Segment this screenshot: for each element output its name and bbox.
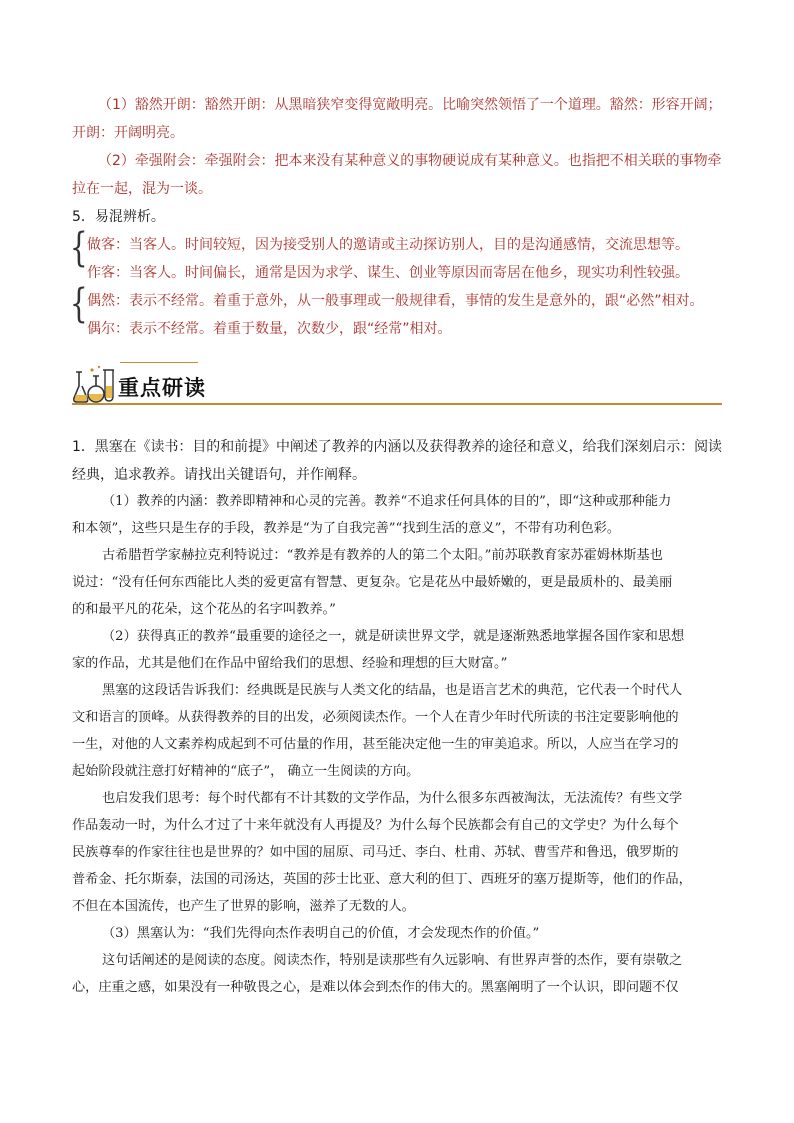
answer-line: 不但在本国流传，也产生了世界的影响，滋养了无数的人。: [72, 899, 415, 914]
definition-2-line-1: （2）牵强附会：牵强附会：把本来没有某种意义的事物硬说成有某种意义。也指把不相关联的事物牵: [98, 153, 722, 169]
confusable-item: 作客：当客人。时间偏长，通常是因为求学、谋生、创业等原因而寄居在他乡，现实功利性较强。: [87, 265, 689, 281]
definition-2-line-2: 拉在一起，混为一谈。: [72, 181, 212, 197]
answer-line: （3）黑塞认为：“我们先得向杰作表明自己的价值，才会发现杰作的价值。”: [102, 926, 540, 941]
question-line-2: 经典，追求教养。请找出关键语句，并作阐释。: [72, 467, 366, 483]
chemistry-flask-icon: [72, 364, 114, 404]
answer-line: 也启发我们思考：每个时代都有不计其数的文学作品，为什么很多东西被淘汰，无法流传？有些文学: [102, 791, 683, 806]
answer-line: 心，庄重之感，如果没有一种敬畏之心，是难以体会到杰作的伟大的。黑塞阐明了一个认识，即问题不仅: [72, 980, 679, 995]
section-top-line: [120, 362, 198, 363]
confusable-item: 偶然：表示不经常。着重于意外，从一般事理或一般规律看，事情的发生是意外的，跟“必然”相对。: [87, 293, 704, 309]
answer-line: 普希金、托尔斯泰，法国的司汤达，英国的莎士比亚、意大利的但丁、西班牙的塞万提斯等，他们的作品，: [72, 872, 692, 887]
confusable-item: 做客：当客人。时间较短，因为接受别人的邀请或主动探访别人，目的是沟通感情，交流思想等。: [87, 237, 689, 253]
answer-line: 黑塞的这段话告诉我们：经典既是民族与人类文化的结晶，也是语言艺术的典范，它代表一个时代人: [102, 683, 683, 698]
confusable-item: 偶尔：表示不经常。着重于数量，次数少，跟“经常”相对。: [87, 321, 452, 337]
definition-1-line-1: （1）豁然开朗：豁然开朗：从黑暗狭窄变得宽敞明亮。比喻突然领悟了一个道理。豁然：形容开阔；: [98, 97, 722, 113]
section-underline: [72, 403, 722, 405]
answer-line: 古希腊哲学家赫拉克利特说过：“教养是有教养的人的第二个太阳。”前苏联教育家苏霍姆林斯基也: [102, 548, 663, 563]
brace-group-1: {: [69, 225, 88, 271]
question-line-1: 1．黑塞在《读书：目的和前提》中阐述了教养的内涵以及获得教养的途径和意义，给我们深刻启示：阅读: [72, 439, 722, 455]
answer-line: 家的作品，尤其是他们在作品中留给我们的思想、经验和理想的巨大财富。”: [72, 656, 508, 671]
brace-group-2: {: [69, 281, 88, 327]
answer-line: 作品轰动一时，为什么才过了十来年就没有人再提及？为什么每个民族都会有自己的文学史？为什么每个: [72, 818, 679, 833]
answer-line: 文和语言的顶峰。从获得教养的目的出发，必须阅读杰作。一个人在青少年时代所读的书注定要影响他的: [72, 710, 679, 725]
section-title: 重点研读: [118, 376, 206, 400]
answer-line: 说过：“没有任何东西能比人类的爱更富有智慧、更复杂。它是花丛中最娇嫩的，更是最质朴的、最美丽: [72, 575, 673, 590]
answer-line: 民族尊奉的作家往往也是世界的？如中国的屈原、司马迁、李白、杜甫、苏轼、曹雪芹和鲁迅，俄罗斯的: [72, 845, 679, 860]
answer-line: （1）教养的内涵：教养即精神和心灵的完善。教养“不追求任何具体的目的”，即“这种或那种能力: [102, 494, 672, 509]
answer-line: 的和最平凡的花朵，这个花丛的名字叫教养。”: [72, 602, 336, 617]
answer-line: 一生，对他的人文素养构成起到不可估量的作用，甚至能决定他一生的审美追求。所以，人应当在学习的: [72, 737, 679, 752]
answer-line: （2）获得真正的教养“最重要的途径之一，就是研读世界文学，就是逐渐熟悉地掌握各国作家和思想: [102, 629, 685, 644]
confusable-heading: 5．易混辨析。: [72, 209, 165, 225]
definition-1-line-2: 开朗：开阔明亮。: [72, 125, 184, 141]
answer-line: 这句话阐述的是阅读的态度。阅读杰作，特别是读那些有久远影响、有世界声誉的杰作，要有崇敬之: [102, 953, 683, 968]
answer-line: 起始阶段就注意打好精神的“底子”， 确立一生阅读的方向。: [72, 764, 420, 779]
answer-line: 和本领”，这些只是生存的手段，教养是“为了自我完善”“找到生活的意义”，不带有功利色彩。: [72, 521, 621, 536]
